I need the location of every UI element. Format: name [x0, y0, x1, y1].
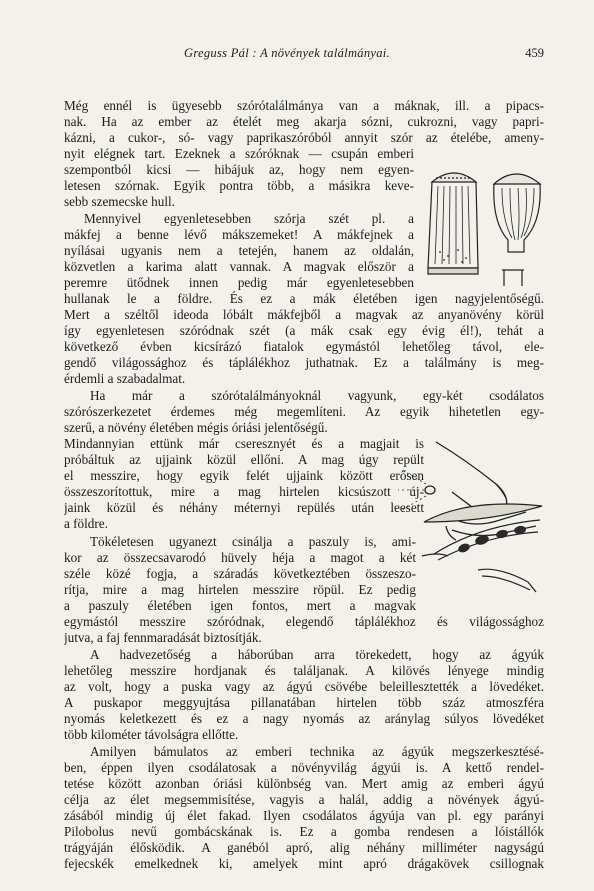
- text-line: nyílásai ugyanis nem a tetején, hanem az oldalán,: [64, 243, 414, 258]
- text-line: a paszuly életében igen fontos, mert a magvak: [64, 598, 416, 613]
- text-line: érdemli a szabadalmat.: [64, 371, 186, 386]
- text-line: több kilométer távolságra ellőtte.: [64, 727, 239, 742]
- text-line: egymástól messzire szóródnak, elegendő táplálékhoz és világossághoz: [64, 614, 544, 629]
- text-line: szórószerkezetet érdemes még megemlíteni. Az egyik hihetetlen egy-: [64, 404, 544, 419]
- salt-shaker-drawing: [428, 173, 478, 274]
- text-line: szerű, a növény életében mégis óriási jelentőségű.: [64, 420, 328, 435]
- text-line: Mert a széltől ideoda lóbált mákfejből a magvak az anyanövény körül: [64, 307, 544, 322]
- text-line: ben, éppen ilyen csodálatosak a növényvilág ágyúi is. A kettő rendel-: [64, 760, 544, 775]
- text-line: trágyáján élősködik. A ganéból apró, alig néhány milliméter nagyságú: [64, 840, 544, 855]
- text-line: így egyenletesen szóródnak szét (a mák csak egy évig él!), tehát a: [64, 323, 544, 338]
- text-line: mákfej a benne lévő mákszemeket! A mákfejnek a: [64, 227, 414, 242]
- text-line: Amilyen bámulatos az emberi technika az ágyúk megszerkesztésé-: [90, 744, 544, 759]
- text-line: Tökéletesen ugyanezt csinálja a paszuly is, ami-: [90, 534, 416, 549]
- text-line: rítja, mire a mag hirtelen messzire röpül. Ez pedig: [64, 582, 416, 597]
- text-line: nyomás keletkezett és ez a nagy nyomás az aránylag súlyos lövedéket: [64, 711, 544, 726]
- text-line: Mindannyian ettünk már cseresznyét és a magjait is: [64, 436, 424, 451]
- text-line: zásából mindig új élet fakad. Ilyen csodálatos ágyúja van pl. egy parányi: [64, 808, 544, 823]
- text-line: széle közé fogja, a száradás következtében összeszo-: [64, 566, 416, 581]
- bean-pod-drawing: [424, 504, 542, 522]
- running-header: [64, 46, 544, 64]
- text-line: a földre.: [64, 516, 108, 531]
- text-line: nyit elégnek tart. Ezeknek a szóróknak — csupán emberi: [64, 146, 414, 161]
- text-line: letesen szórnak. Egyik pontra több, a másikra keve-: [64, 178, 414, 193]
- text-line: kázni, a cukor-, só- vagy paprikaszóróból annyit szór az ételébe, ameny-: [64, 130, 544, 145]
- text-line: következő évben kicsírázó fiatalok egymástól lehetőleg távol, ele-: [64, 339, 544, 354]
- text-line: tetése között azonban óriási különbség van. Mert amig az emberi ágyú: [64, 776, 544, 791]
- text-line: sebb szemecske hull.: [64, 194, 175, 209]
- text-line: Mennyivel egyenletesebben szórja szét pl. a: [84, 211, 414, 226]
- text-line: jaink közül és néhány méternyi repülés után leesett: [64, 500, 424, 515]
- text-line: Még ennél is ügyesebb szórótalálmánya van a máknak, ill. a pipacs-: [64, 98, 544, 113]
- text-line: gendő világossághoz és táplálékhoz juthatnak. Ez a találmány is meg-: [64, 355, 544, 370]
- bean-pod-illustration: [418, 492, 544, 594]
- text-line: jutva, a faj fennmaradását biztosítják.: [64, 630, 262, 645]
- text-line: A puskapor meggyujtása pillanatában hirtelen több száz atmoszféra: [64, 695, 544, 710]
- text-line: összeszorítottuk, mire a mag hirtelen kicsúszott új-: [64, 484, 424, 499]
- shaker-and-poppy-illustration: [418, 160, 544, 288]
- text-line: közvetlen a karima alatt vannak. A magvak először a: [64, 259, 414, 274]
- running-title: Greguss Pál : A növények találmányai.: [184, 46, 390, 60]
- text-line: Ha már a szórótalálmányoknál vagyunk, egy-két csodálatos: [90, 388, 544, 403]
- text-line: A hadvezetőség a háborúban arra törekedett, hogy az ágyúk: [90, 647, 544, 662]
- text-line: hullanak le a földre. És ez a mák életében igen nagyjelentőségű.: [64, 291, 544, 306]
- text-line: szempontból kicsi — hibájuk az, hogy nem egyen-: [64, 162, 414, 177]
- text-line: az volt, hogy a puska vagy az ágyú csövébe beleillesztették a lövedéket.: [64, 679, 544, 694]
- text-line: célja az élet megsemmisítése, vagyis a halál, addig a növények ágyú-: [64, 792, 544, 807]
- text-line: peremre ütődnek innen pedig már egyenletesebben: [64, 275, 414, 290]
- text-line: lehetőleg messzire hordjanak és találjanak. A kilövés lényege mindig: [64, 663, 544, 678]
- text-line: próbáltuk az ujjaink közül ellőni. A mag úgy repült: [64, 452, 424, 467]
- text-line: nak. Ha az ember az ételét meg akarja sózni, cukrozni, vagy papri-: [64, 114, 544, 129]
- text-line: Pilobolus nevű gombácskának is. Ez a gomba rendesen a lóistállók: [64, 824, 544, 839]
- text-line: el messzire, hogy egyik felét ujjaink között erősen: [64, 468, 424, 483]
- page-number: 459: [525, 46, 544, 60]
- poppy-head-drawing: [494, 174, 540, 286]
- text-line: kor az összecsavarodó hüvely héja a magot a két: [64, 550, 416, 565]
- text-line: fejecskék emelkednek ki, amelyek mint apró drágakövek csillognak: [64, 856, 544, 871]
